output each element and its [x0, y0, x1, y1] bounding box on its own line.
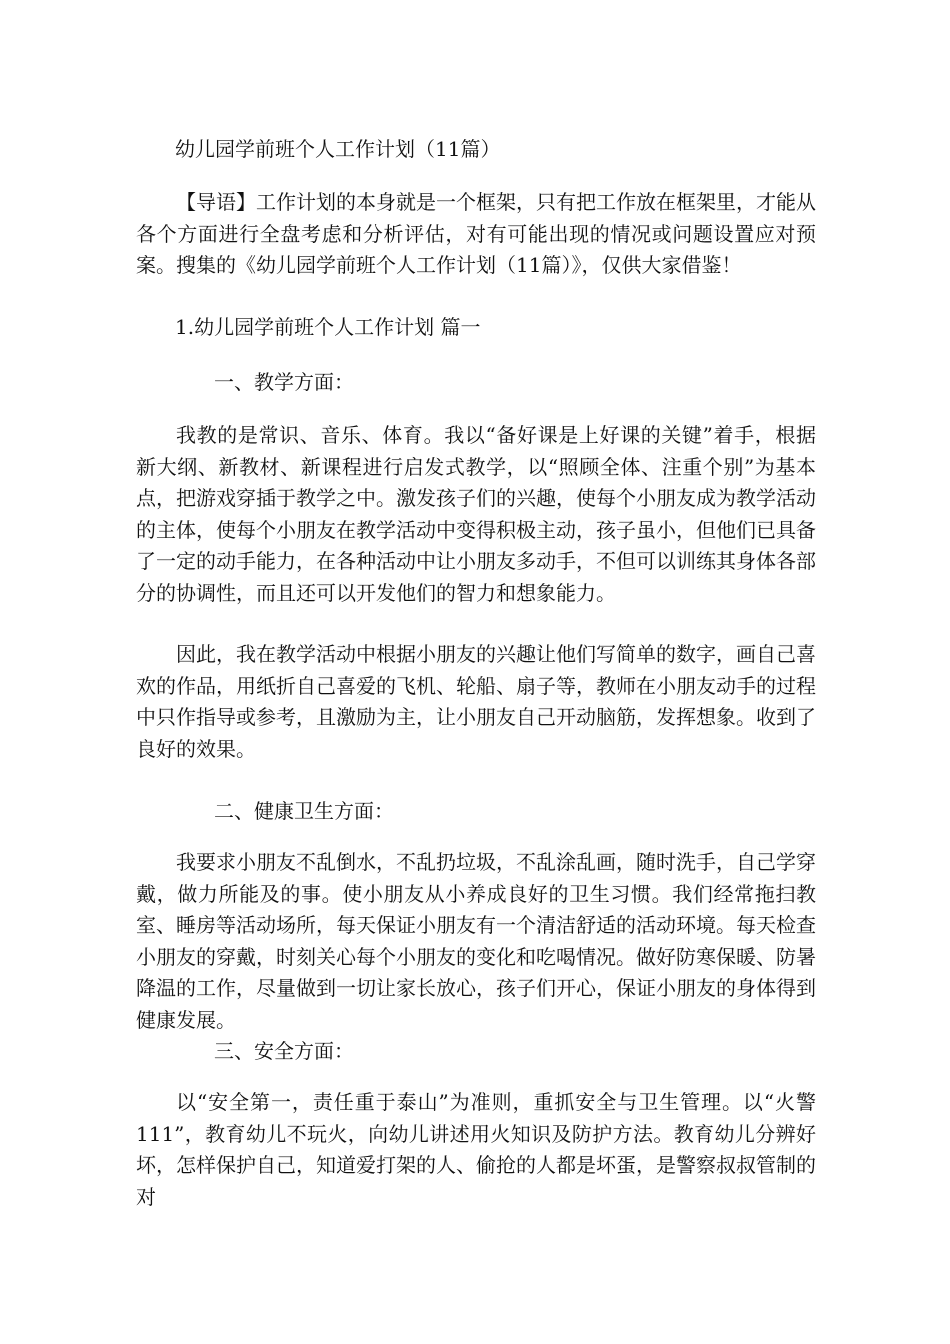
document-title: 幼儿园学前班个人工作计划（11篇）	[175, 137, 501, 161]
part2-heading: 二、健康卫生方面：	[214, 799, 394, 823]
section-title: 1.幼儿园学前班个人工作计划 篇一	[175, 315, 481, 339]
part3-paragraph-1: 以“安全第一，责任重于泰山”为准则，重抓安全与卫生管理。以“火警111”，教育幼儿不玩火，向幼儿讲述用火知识及防护方法。教育幼儿分辨好坏，怎样保护自己，知道爱打架的人、偷抢的人都是坏蛋，是警察叔叔管制的对	[136, 1090, 816, 1209]
part2-paragraph-1: 我要求小朋友不乱倒水，不乱扔垃圾，不乱涂乱画，随时洗手，自己学穿戴，做力所能及的事。使小朋友从小养成良好的卫生习惯。我们经常拖扫教室、睡房等活动场所，每天保证小朋友有一个清洁舒适的活动环境。每天检查小朋友的穿戴，时刻关心每个小朋友的变化和吃喝情况。做好防寒保暖、防暑降温的工作，尽量做到一切让家长放心，孩子们开心，保证小朋友的身体得到健康发展。	[136, 850, 816, 1032]
part1-heading: 一、教学方面：	[214, 370, 354, 394]
part3-heading: 三、安全方面：	[214, 1039, 354, 1063]
part1-paragraph-2: 因此，我在教学活动中根据小朋友的兴趣让他们写简单的数字，画自己喜欢的作品，用纸折自己喜爱的飞机、轮船、扇子等，教师在小朋友动手的过程中只作指导或参考，且激励为主，让小朋友自己开动脑筋，发挥想象。收到了良好的效果。	[136, 642, 816, 761]
intro-paragraph: 【导语】工作计划的本身就是一个框架，只有把工作放在框架里，才能从各个方面进行全盘考虑和分析评估，对有可能出现的情况或问题设置应对预案。搜集的《幼儿园学前班个人工作计划（11篇）》，仅供大家借鉴！	[136, 190, 816, 277]
part1-paragraph-1: 我教的是常识、音乐、体育。我以“备好课是上好课的关键”着手，根据新大纲、新教材、新课程进行启发式教学，以“照顾全体、注重个别”为基本点，把游戏穿插于教学之中。激发孩子们的兴趣，使每个小朋友成为教学活动的主体，使每个小朋友在教学活动中变得积极主动，孩子虽小，但他们已具备了一定的动手能力，在各种活动中让小朋友多动手，不但可以训练其身体各部分的协调性，而且还可以开发他们的智力和想象能力。	[136, 423, 816, 605]
